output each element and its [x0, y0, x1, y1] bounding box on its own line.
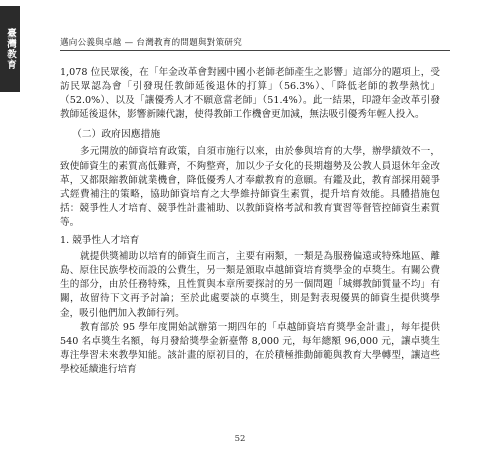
- chapter-side-tab: 臺灣教育: [0, 6, 20, 92]
- subheading-1: 1. 競爭性人才培育: [60, 235, 140, 247]
- body-text: [60, 66, 440, 377]
- paragraph-3: 就提供獎補助以培育的師資生而言，主要有兩類，一類是為服務偏遠或特殊地區、離島、原住民族學校而設的公費生，另一類是頒取卓越師資培育獎學金的卓獎生。有關公費生的部分，由於任務特殊，且性質與本章所要探討的另一個問題「城鄉教師質量不均」有關，故留待下文再予討論；至於此處要談的卓獎生，則是對表現優異的師資生提供獎學金，吸引他們加入教師行列。: [60, 251, 440, 319]
- page-number: 52: [234, 434, 246, 444]
- paragraph-1: 1,078 位民眾後，在「年金改革會對國中國小老師老師產生之影響」這部分的題項上，受訪民眾認為會「引發現任教師延後退休的打算」（56.3%）、「降低老師的教學熱忱」（52.0%）、以及「讓優秀人才不願意當老師」（51.4%）。此一結果，印證年金改革引發教師延後退休，影響新陳代謝，使得教師工作機會更加減，無法吸引優秀年輕人投入。: [60, 67, 440, 121]
- paragraph-4: 教育部於 95 學年度開始試辦第一期四年的「卓越師資培育獎學金計畫」，每年提供 540 名卓獎生名額，每月發給獎學金新臺幣 8,000 元，每年總額 96,000 元，讓卓獎生專注學習未來教學知能。該計畫的原初目的，在於積極推動師範與教育大學轉型，讓這些學校延續進行培育: [60, 321, 440, 375]
- section-heading: （二）政府因應措施: [72, 129, 161, 141]
- header-rule: [60, 50, 450, 51]
- running-header: 邁向公義與卓越 — 台灣教育的問題與對策研究: [60, 38, 243, 48]
- paragraph-2: 多元開放的師資培育政策，自須市施行以來，由於參與培育的大學，辦學績效不一，致使師資生的素質高低難齊，不夠整齊，加以少子女化的長期趨勢及公教人員退休年金改革，又都限縮教師就業機會，降低優秀人才奉獻教育的意願。有鑑及此，教育部採用競爭式經費補注的策略，協助師資培育之大學維持師資生素質，提升培育效能。具體措施包括：競爭性人才培育、競爭性計畫補助、以教師資格考試和教育實習等督管控師資生素質等。: [60, 146, 440, 228]
